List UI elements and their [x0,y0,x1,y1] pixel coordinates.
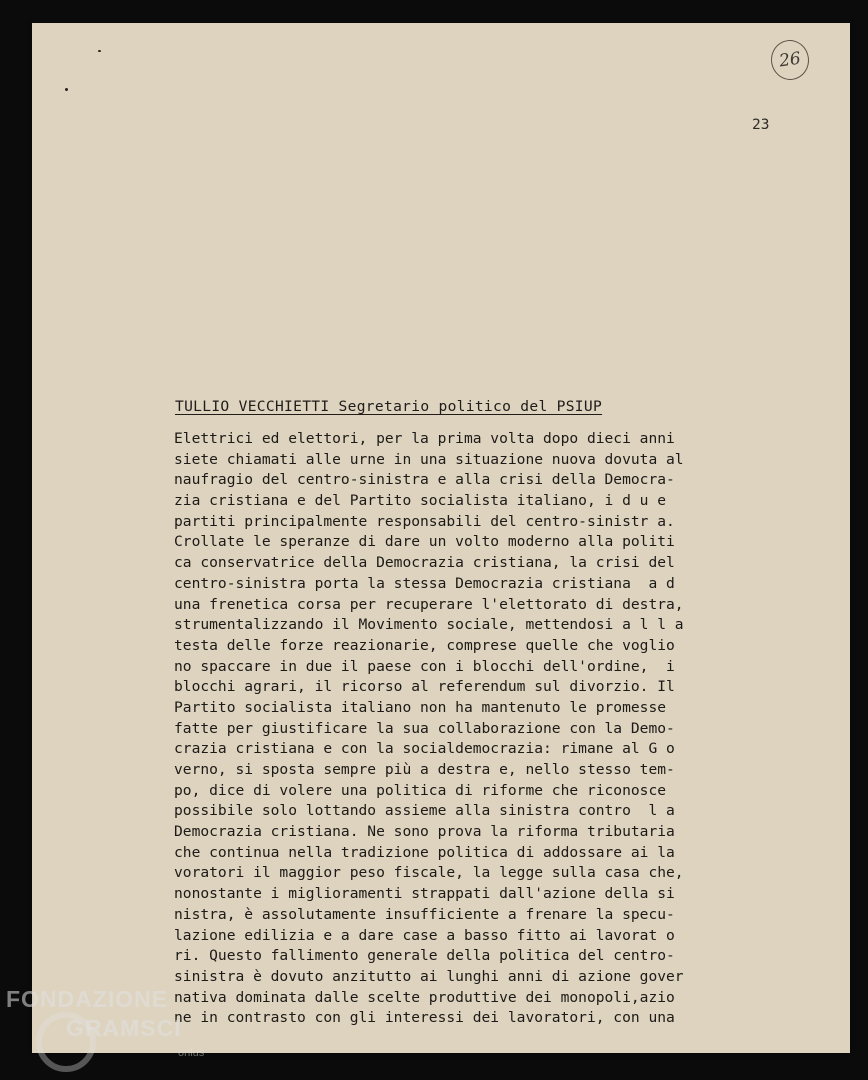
body-line: blocchi agrari, il ricorso al referendum sul divorzio. Il [174,678,675,696]
body-line: zia cristiana e del Partito socialista italiano, i d u e [174,492,667,510]
body-line: nistra, è assolutamente insufficiente a frenare la specu- [174,905,675,923]
document-title: TULLIO VECCHIETTI Segretario politico del PSIUP [175,398,603,415]
body-line: Elettrici ed elettori, per la prima volta dopo dieci anni [174,430,675,447]
body-line: naufragio del centro-sinistra e alla crisi della Democra- [174,471,675,489]
body-line: verno, si sposta sempre più a destra e, nello stesso tem- [174,761,675,778]
body-line: strumentalizzando il Movimento sociale, mettendosi a l l a [174,616,684,634]
body-line: Crollate le speranze di dare un volto moderno alla politi [174,533,675,551]
body-line: lazione edilizia e a dare case a basso fitto ai lavorat o [174,926,675,944]
body-line: po, dice di volere una politica di riforme che riconosce [174,781,667,799]
paper-speck [98,50,101,52]
body-line: Partito socialista italiano non ha mantenuto le promesse [174,698,667,716]
body-line: sinistra è dovuto anzitutto ai lunghi anni di azione gover [174,967,684,985]
watermark-line-1: FONDAZIONE [6,986,169,1012]
body-line: possibile solo lottando assieme alla sinistra contro l a [174,802,675,820]
body-line: Democrazia cristiana. Ne sono prova la riforma tributaria [174,823,675,841]
paper-speck [65,88,68,91]
fondazione-gramsci-watermark [4,986,244,1078]
body-line: crazia cristiana e con la socialdemocrazia: rimane al G o [174,740,675,758]
body-line: fatte per giustificare la sua collaborazione con la Demo- [174,719,675,737]
body-line: no spaccare in due il paese con i blocchi dell'ordine, i [174,657,675,675]
watermark-line-2: GRAMSCI [66,1015,182,1041]
body-line: voratori il maggior peso fiscale, la legge sulla casa che, [174,864,684,882]
body-line: ne in contrasto con gli interessi dei lavoratori, con una [174,1009,675,1027]
body-line: una frenetica corsa per recuperare l'elettorato di destra, [174,595,684,613]
body-line: partiti principalmente responsabili del centro-sinistr a. [174,512,675,530]
body-line: che continua nella tradizione politica di addossare ai la [174,843,675,861]
body-line: nonostante i miglioramenti strappati dall'azione della si [174,885,675,903]
body-line: siete chiamati alle urne in una situazione nuova dovuta al [174,450,684,468]
page-number: 23 [752,117,770,133]
watermark-line-3: onlus [178,1047,205,1059]
body-line: nativa dominata dalle scelte produttive dei monopoli,azio [174,988,675,1006]
body-line: testa delle forze reazionarie, comprese quelle che voglio [174,636,675,654]
body-line: ca conservatrice della Democrazia cristiana, la crisi del [174,554,675,572]
body-line: ri. Questo fallimento generale della politica del centro- [174,947,675,965]
body-line: centro-sinistra porta la stessa Democrazia cristiana a d [174,574,675,592]
archive-stamp-number: 26 [768,38,811,83]
document-body [174,429,778,1029]
